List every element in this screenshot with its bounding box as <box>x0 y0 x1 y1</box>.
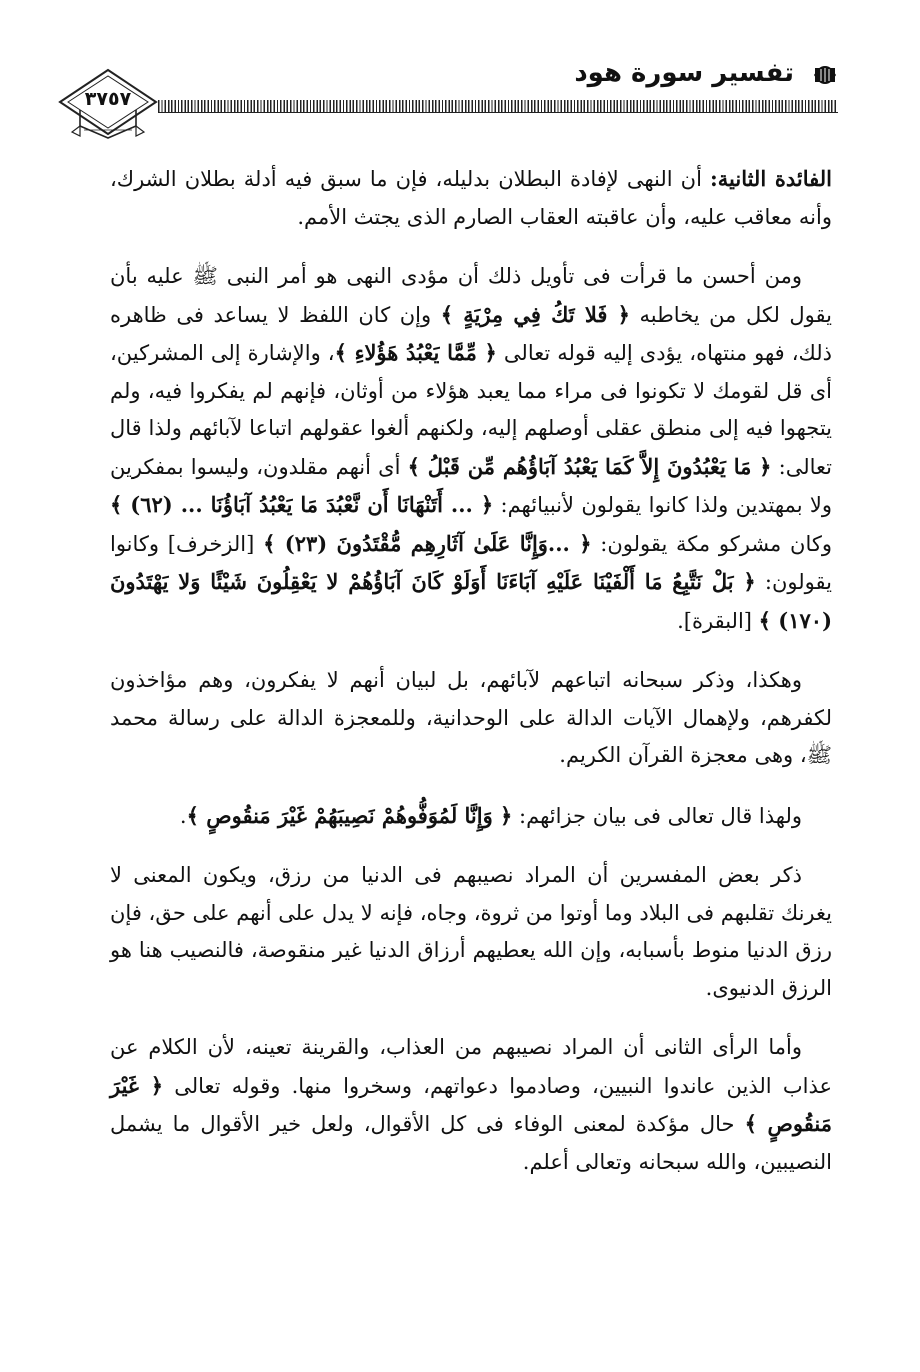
paragraph-2 <box>110 258 832 640</box>
page-body <box>110 160 832 1203</box>
paragraph-4 <box>110 797 832 836</box>
quran-verse: ﴿ مَا يَعْبُدُونَ إِلاَّ كَمَا يَعْبُدُ آبَاؤُهُم مِّن قَبْلُ ﴾ <box>407 453 772 479</box>
page-number: ٣٧٥٧ <box>84 88 132 110</box>
quran-verse: ﴿ فَلا تَكُ فِي مِرْيَةٍ ﴾ <box>440 301 630 327</box>
quran-verse: ﴿ مِّمَّا يَعْبُدُ هَؤُلاءِ ﴾ <box>334 340 497 365</box>
surah-title: تفسير سورة هود <box>574 58 794 88</box>
paragraph-text: [البقرة]. <box>677 608 759 633</box>
quran-verse: ﴿ ... أَتَنْهَانَا أَن نَّعْبُدَ مَا يَعْبُدُ آبَاؤُنَا ... (٦٢) ﴾ <box>110 492 494 517</box>
header-rule <box>158 100 838 112</box>
paragraph-text: ولهذا قال تعالى فى بيان جزائهم: <box>512 803 802 828</box>
paragraph-text: ومن أحسن ما قرأت فى تأويل ذلك أن مؤدى النهى هو أمر النبى ﷺ عليه بأن يقول لكل من يخاطبه <box>110 264 832 327</box>
quran-verse: ﴿ بَلْ نَتَّبِعُ مَا أَلْفَيْنَا عَلَيْهِ آبَاءَنَا أَوَلَوْ كَانَ آبَاؤُهُمْ لا يَعْقِلُونَ شَيْئًا وَلا يَهْتَدُونَ (١٧٠) ﴾ <box>110 569 832 633</box>
page-header <box>58 44 838 144</box>
ornament-icon <box>812 64 838 86</box>
paragraph-text: أى أنهم مقلدون، وليسوا بمفكرين ولا بمهتدين ولذا كانوا يقولون لأنبيائهم: <box>110 454 832 517</box>
paragraph-6 <box>110 1029 832 1181</box>
quran-verse: ﴿ وَإِنَّا لَمُوَفُّوهُمْ نَصِيبَهُمْ غَيْرَ مَنقُوصٍ ﴾ <box>186 802 513 828</box>
paragraph-1 <box>110 160 832 236</box>
paragraph-text: [الزخرف] وكانوا يقولون: <box>110 531 832 594</box>
quran-verse: ﴿ ...وَإِنَّا عَلَىٰ آثَارِهِم مُّقْتَدُونَ (٢٣) ﴾ <box>263 530 592 556</box>
paragraph-text: وإن كان اللفظ لا يساعد فى ظاهره ذلك، فهو منتهاه، يؤدى إليه قوله تعالى <box>110 302 832 365</box>
paragraph-text: حال مؤكدة لمعنى الوفاء فى كل الأقوال، ولعل خير الأقوال ما يشمل النصيبين، والله سبحانه وتعالى أعلم. <box>110 1112 832 1174</box>
quran-verse: ﴿ غَيْرَ مَنقُوصٍ ﴾ <box>110 1072 832 1136</box>
paragraph-5 <box>110 857 832 1007</box>
paragraph-text: وأما الرأى الثانى أن المراد نصيبهم من العذاب، والقرينة تعينه، لأن الكلام عن عذاب الذين عاندوا النبيين، وصادموا دعواتهم، وسخروا منها. وقوله تعالى <box>110 1035 832 1098</box>
paragraph-3 <box>110 662 832 775</box>
benefit-heading: الفائدة الثانية: <box>710 166 832 191</box>
paragraph-text: أن النهى لإفادة البطلان بدليله، فإن ما سبق فيه أدلة بطلان الشرك، وأنه معاقب عليه، وأن عاقبته العقاب الصارم الذى يجتث الأمم. <box>110 167 832 229</box>
paragraph-text: وكان مشركو مكة يقولون: <box>591 531 832 556</box>
paragraph-text: ذكر بعض المفسرين أن المراد نصيبهم فى الدنيا من رزق، ويكون المعنى لا يغرنك تقلبهم فى البلاد وما أوتوا من ثروة، وجاه، فإنه لا يدل على أنهم على حق، فإن رزق الدنيا منوط بأسبابه، وإن الله يعطيهم أرزاق الدنيا غير منقوصة، فالنصيب هنا هو الرزق الدنيوى. <box>110 863 832 1000</box>
paragraph-text: وهكذا، وذكر سبحانه اتباعهم لآبائهم، بل لبيان أنهم لا يفكرون، وهم مؤاخذون لكفرهم، ولإهمال الآيات الدالة على الوحدانية، وللمعجزة الدالة على رسالة محمد ﷺ، وهى معجزة القرآن الكريم. <box>110 668 832 767</box>
paragraph-text: ، والإشارة إلى المشركين، أى قل لقومك لا تكونوا فى مراء مما يعبد هؤلاء من أوثان، فإنهم لم يفكروا فيه، ولم يتجهوا فيه إلى منطق عقلى أوصلهم إليه، ولكنهم ألغوا عقولهم اتباعا لآبائهم ولذا قال تعالى: <box>110 341 833 479</box>
paragraph-text: . <box>179 803 187 828</box>
